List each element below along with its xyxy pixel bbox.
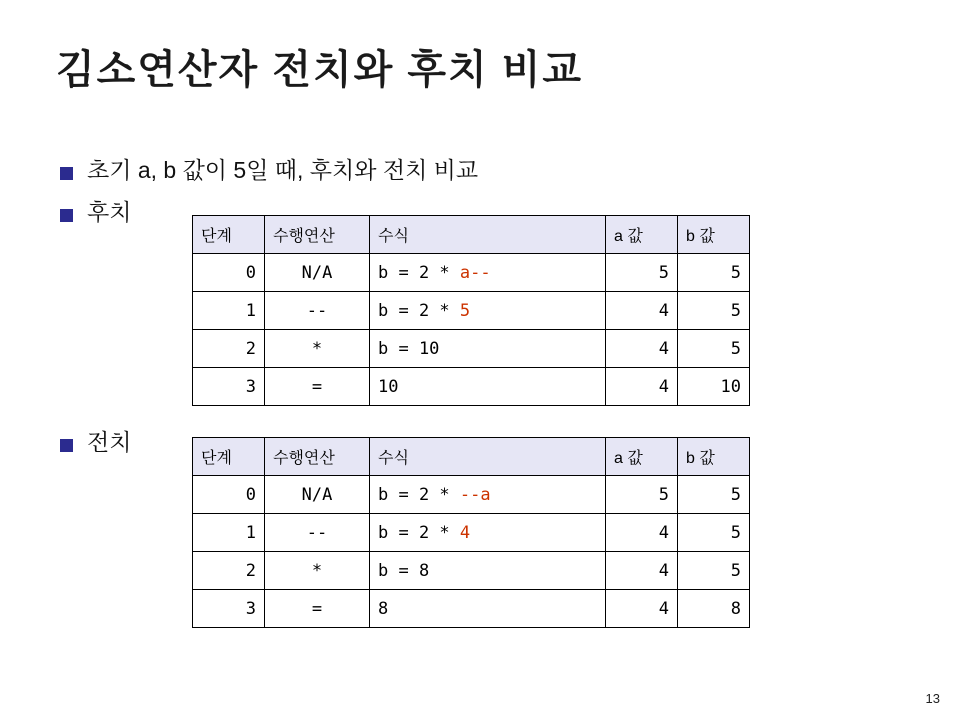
cell-b-value: 5 (678, 514, 750, 552)
cell-expression (370, 590, 606, 628)
page-number: 13 (925, 691, 940, 706)
column-header-operation: 수행연산 (265, 216, 370, 254)
column-header-b-value: b 값 (678, 438, 750, 476)
cell-expression (370, 330, 606, 368)
cell-a-value: 4 (606, 330, 678, 368)
square-bullet-icon (60, 439, 73, 452)
cell-operation: * (265, 552, 370, 590)
cell-expression (370, 254, 606, 292)
bullet-item-2 (60, 200, 131, 225)
expression-plain: 8 (378, 598, 389, 619)
page-title: 김소연산자 전치와 후치 비교 (56, 48, 584, 92)
cell-expression (370, 552, 606, 590)
column-header-expression: 수식 (370, 216, 606, 254)
square-bullet-icon (60, 167, 73, 180)
expression-plain: b = 10 (378, 338, 440, 359)
cell-a-value: 4 (606, 368, 678, 406)
cell-step: 2 (193, 552, 265, 590)
bullet-label-3: 전치 (87, 429, 132, 455)
cell-a-value: 4 (606, 292, 678, 330)
cell-expression (370, 476, 606, 514)
cell-a-value: 4 (606, 590, 678, 628)
table-row (193, 590, 750, 628)
column-header-a-value: a 값 (606, 438, 678, 476)
cell-expression (370, 292, 606, 330)
expression-plain: b = 2 * (378, 522, 460, 543)
table-row (193, 514, 750, 552)
table-header-row (193, 216, 750, 254)
expression-highlight: --a (459, 484, 491, 505)
column-header-expression: 수식 (370, 438, 606, 476)
table-row (193, 368, 750, 406)
column-header-step: 단계 (193, 438, 265, 476)
column-header-operation: 수행연산 (265, 438, 370, 476)
table-row (193, 552, 750, 590)
cell-b-value: 5 (678, 552, 750, 590)
cell-operation: -- (265, 514, 370, 552)
cell-a-value: 4 (606, 514, 678, 552)
cell-b-value: 5 (678, 476, 750, 514)
cell-b-value: 5 (678, 292, 750, 330)
expression-plain: b = 2 * (378, 484, 460, 505)
cell-a-value: 5 (606, 476, 678, 514)
cell-b-value: 5 (678, 254, 750, 292)
cell-operation: * (265, 330, 370, 368)
cell-operation: = (265, 368, 370, 406)
column-header-b-value: b 값 (678, 216, 750, 254)
cell-a-value: 5 (606, 254, 678, 292)
bullet-item-1 (60, 158, 478, 183)
cell-b-value: 10 (678, 368, 750, 406)
expression-highlight: 4 (459, 522, 471, 543)
table-row (193, 292, 750, 330)
expression-highlight: 5 (459, 300, 471, 321)
expression-plain: b = 8 (378, 560, 430, 581)
postfix-table (192, 215, 750, 406)
bullet-item-3 (60, 430, 131, 455)
cell-operation: -- (265, 292, 370, 330)
table-header-row (193, 438, 750, 476)
square-bullet-icon (60, 209, 73, 222)
cell-step: 0 (193, 476, 265, 514)
cell-operation: N/A (265, 476, 370, 514)
cell-step: 1 (193, 514, 265, 552)
cell-operation: = (265, 590, 370, 628)
cell-expression (370, 514, 606, 552)
expression-plain: 10 (378, 376, 399, 397)
table-row (193, 254, 750, 292)
expression-highlight: a-- (459, 262, 491, 283)
expression-plain: b = 2 * (378, 300, 460, 321)
bullet-label-2: 후치 (87, 199, 132, 225)
cell-step: 3 (193, 590, 265, 628)
bullet-label-1: 초기 a, b 값이 5일 때, 후치와 전치 비교 (87, 157, 479, 183)
column-header-step: 단계 (193, 216, 265, 254)
cell-b-value: 8 (678, 590, 750, 628)
prefix-table (192, 437, 750, 628)
cell-operation: N/A (265, 254, 370, 292)
cell-a-value: 4 (606, 552, 678, 590)
expression-plain: b = 2 * (378, 262, 460, 283)
cell-step: 3 (193, 368, 265, 406)
cell-step: 1 (193, 292, 265, 330)
cell-expression (370, 368, 606, 406)
cell-b-value: 5 (678, 330, 750, 368)
table-row (193, 476, 750, 514)
cell-step: 0 (193, 254, 265, 292)
table-row (193, 330, 750, 368)
column-header-a-value: a 값 (606, 216, 678, 254)
cell-step: 2 (193, 330, 265, 368)
